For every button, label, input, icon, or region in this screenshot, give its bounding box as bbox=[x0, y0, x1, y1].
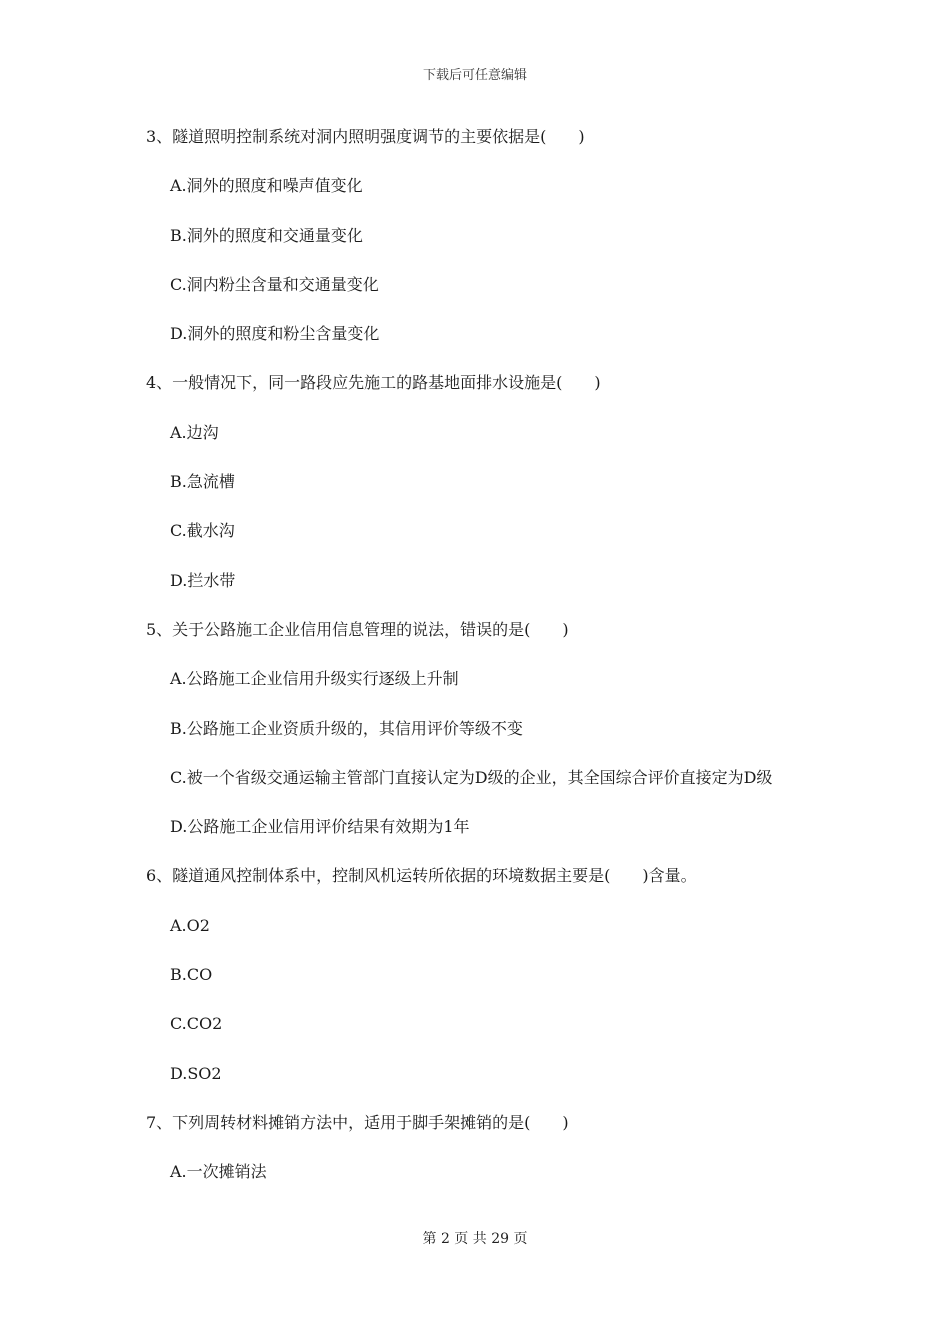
option-item: C.洞内粉尘含量和交通量变化 bbox=[170, 274, 379, 294]
question-list bbox=[146, 120, 846, 1205]
option-item: A.公路施工企业信用升级实行逐级上升制 bbox=[170, 669, 459, 689]
question-stem: 4、一般情况下，同一路段应先施工的路基地面排水设施是( ) bbox=[146, 373, 601, 393]
page-footer: 第 2 页 共 29 页 bbox=[422, 1231, 528, 1247]
option-item: A.一次摊销法 bbox=[170, 1162, 267, 1182]
option-item: C.截水沟 bbox=[170, 521, 235, 541]
question-stem: 3、隧道照明控制系统对洞内照明强度调节的主要依据是( ) bbox=[146, 127, 585, 146]
option-item: C.CO2 bbox=[170, 1014, 223, 1034]
option-item: A.边沟 bbox=[170, 422, 219, 442]
option-item: B.公路施工企业资质升级的，其信用评价等级不变 bbox=[170, 718, 523, 738]
question-stem: 6、隧道通风控制体系中，控制风机运转所依据的环境数据主要是( )含量。 bbox=[146, 866, 697, 886]
question-stem: 7、下列周转材料摊销方法中，适用于脚手架摊销的是( ) bbox=[146, 1112, 569, 1132]
option-item: D.公路施工企业信用评价结果有效期为1年 bbox=[170, 817, 470, 837]
option-item: B.洞外的照度和交通量变化 bbox=[170, 225, 363, 245]
question-stem: 5、关于公路施工企业信用信息管理的说法，错误的是( ) bbox=[146, 619, 569, 639]
page-header: 下载后可任意编辑 bbox=[422, 68, 527, 83]
option-item: A.洞外的照度和噪声值变化 bbox=[170, 176, 363, 196]
option-item: D.拦水带 bbox=[170, 570, 236, 590]
option-item: D.洞外的照度和粉尘含量变化 bbox=[170, 324, 380, 344]
option-item: B.CO bbox=[170, 965, 213, 985]
option-item: A.O2 bbox=[170, 915, 210, 935]
option-item: D.SO2 bbox=[170, 1063, 222, 1083]
option-item: B.急流槽 bbox=[170, 472, 235, 492]
option-item: C.被一个省级交通运输主管部门直接认定为D级的企业，其全国综合评价直接定为D级 bbox=[170, 767, 773, 787]
